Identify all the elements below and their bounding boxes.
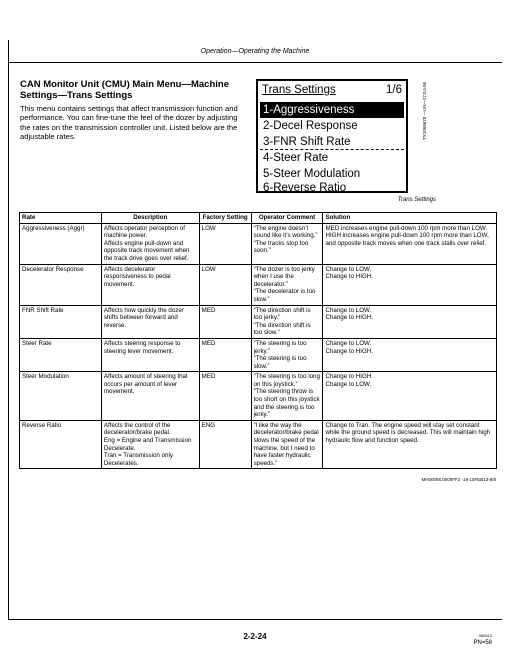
display-page-indicator: 1/6 <box>386 84 402 96</box>
table-row <box>20 223 497 264</box>
figure-side-code: TX1009678 —UN—27JUL06 <box>422 81 427 140</box>
left-margin-rule <box>8 40 9 620</box>
description-cell: Affects how quickly the dozer shifts between forward and reverse. <box>101 305 199 338</box>
table-row <box>20 264 497 305</box>
operator-comment-cell: “The direction shift is too jerky.” “The direction shift is too slow.” <box>251 305 323 338</box>
display-menu-item: 3-FNR Shift Rate <box>260 134 404 150</box>
intro-paragraph: This menu contains settings that affect transmission function and performance. You can fine-tune the feel of the dozer by adjusting the rates on the transmission controller unit. Listed below are the adjustable rates. <box>20 104 238 141</box>
factory-setting-cell: ENG <box>199 420 251 469</box>
running-header: Operation—Operating the Machine <box>200 48 310 55</box>
solution-cell: Change to Tran. The engine speed will stay set constant while the ground speed is decreased. This will maintain high hydraulic flow and function speed. <box>323 420 497 469</box>
column-header: Description <box>101 213 199 224</box>
description-cell: Affects steering response to steering lever movement. <box>101 338 199 371</box>
display-menu-item: 1-Aggressiveness <box>260 102 404 118</box>
rate-cell: FNR Shift Rate <box>20 305 102 338</box>
display-menu-item: 2-Decel Response <box>263 120 358 132</box>
rate-cell: Aggressiveness (Aggr) <box>20 223 102 264</box>
table-row <box>20 420 497 469</box>
rate-cell: Reverse Ratio <box>20 420 102 469</box>
trans-settings-table <box>19 212 497 469</box>
section-title: CAN Monitor Unit (CMU) Main Menu—Machine Settings—Trans Settings <box>20 79 229 101</box>
rate-cell: Decelerator Response <box>20 264 102 305</box>
column-header: Rate <box>20 213 102 224</box>
solution-cell: MED increases engine pull-down 100 rpm more than LOW. HIGH increases engine pull-down 100 rpm more than LOW, and opposite track moves when one track stalls over relief. <box>323 223 497 264</box>
description-cell: Affects decelerator responsiveness to pedal movement. <box>101 264 199 305</box>
column-header: Operator Comment <box>251 213 323 224</box>
doc-date-code: 060613 <box>478 633 492 638</box>
description-cell: Affects amount of steering that occurs per amount of lever movement. <box>101 372 199 421</box>
table-row <box>20 372 497 421</box>
factory-setting-cell: MED <box>199 338 251 371</box>
factory-setting-cell: LOW <box>199 264 251 305</box>
table-header-row <box>20 213 497 224</box>
footer-rule <box>8 619 502 620</box>
solution-cell: Change to LOW. Change to HIGH. <box>323 264 497 305</box>
operator-comment-cell: “The steering is too jerky.” “The steering is too slow.” <box>251 338 323 371</box>
rate-cell: Steer Modulation <box>20 372 102 421</box>
operator-comment-cell: “The engine doesn’t sound like it’s working.” “The tracks stop too soon.” <box>251 223 323 264</box>
column-header: Factory Setting <box>199 213 251 224</box>
operator-comment-cell: “The steering is too long on this joystick.” “The steering throw is too short on this joystick and the steering is too jerky.” <box>251 372 323 421</box>
operator-comment-cell: “The dozer is too jerky when I use the decelerator.” “The decelerator is too slow.” <box>251 264 323 305</box>
doc-page-code: PN=58 <box>473 640 492 646</box>
solution-cell: Change to HIGH. Change to LOW. <box>323 372 497 421</box>
display-menu-item: 4-Steer Rate <box>263 152 329 164</box>
column-header: Solution <box>323 213 497 224</box>
table-reference-code: MH00058,0000FF2 -19-15FEB13-8/8 <box>421 477 496 482</box>
factory-setting-cell: LOW <box>199 223 251 264</box>
table-row <box>20 305 497 338</box>
figure-caption: Trans Settings <box>397 197 436 203</box>
factory-setting-cell: MED <box>199 305 251 338</box>
page-number: 2-2-24 <box>243 632 267 641</box>
factory-setting-cell: MED <box>199 372 251 421</box>
header-rule <box>8 62 502 63</box>
rate-cell: Steer Rate <box>20 338 102 371</box>
solution-cell: Change to LOW. Change to HIGH. <box>323 305 497 338</box>
display-menu-item: 5-Steer Modulation <box>263 168 361 180</box>
operator-comment-cell: “I like the way the decelerator/brake pedal slows the speed of the machine, but I need to have faster hydraulic speeds.” <box>251 420 323 469</box>
cmu-display-figure <box>256 79 408 193</box>
table-row <box>20 338 497 371</box>
description-cell: Affects the control of the decelerator/brake pedal. Eng = Engine and Transmission Decelerate. Tran = Transmission only Decelerates. <box>101 420 199 469</box>
description-cell: Affects operator perception of machine power. Affects engine pull-down and opposite track movement when the track drive goes over relief. <box>101 223 199 264</box>
display-menu-item: 6-Reverse Ratio <box>263 182 347 194</box>
display-title: Trans Settings <box>262 84 336 96</box>
solution-cell: Change to LOW. Change to HIGH. <box>323 338 497 371</box>
display-title-bar <box>262 84 402 100</box>
